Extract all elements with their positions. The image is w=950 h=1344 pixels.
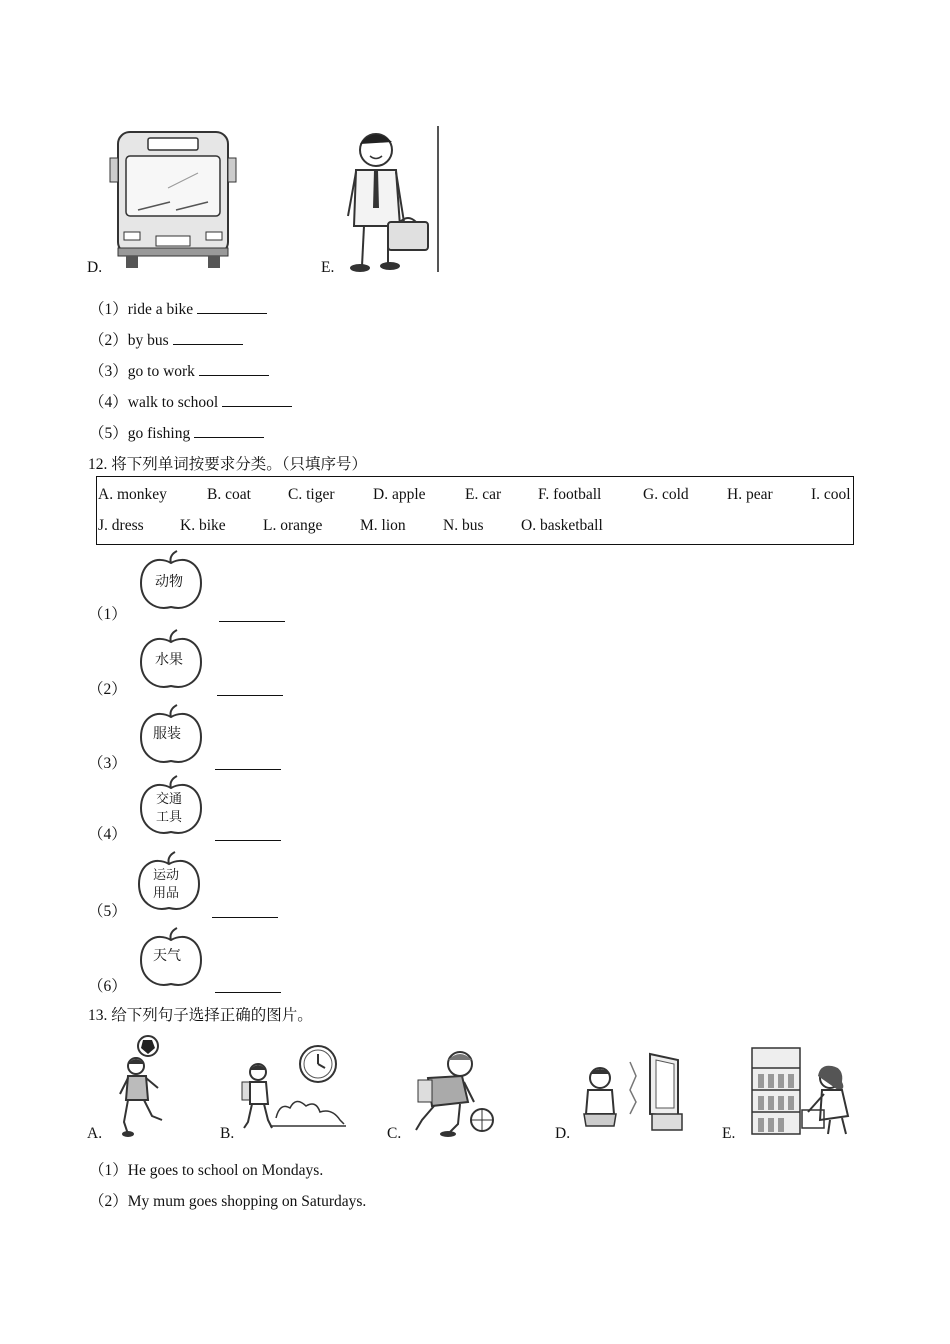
sentence-text: My mum goes shopping on Saturdays.: [127, 1193, 367, 1210]
word-option: F. football: [538, 486, 602, 503]
word-option: B. coat: [207, 486, 251, 503]
sentence-text: He goes to school on Mondays.: [127, 1162, 324, 1179]
picture-label-e: E.: [722, 1125, 736, 1142]
word-option: A. monkey: [98, 486, 167, 503]
category-number: （5）: [88, 903, 127, 920]
category-number: （4）: [88, 826, 127, 843]
item-text: go to work: [127, 363, 199, 380]
category-number: （3）: [88, 755, 127, 772]
word-option: G. cold: [643, 486, 689, 503]
category-label: 水果: [155, 652, 183, 668]
item-text: walk to school: [127, 394, 223, 411]
woman-shopping-icon: [750, 1046, 858, 1136]
match-item-3: [89, 359, 269, 381]
item-number: （5）: [89, 425, 128, 442]
boy-playing-basketball-icon: [410, 1050, 498, 1138]
word-option: C. tiger: [288, 486, 335, 503]
answer-blank[interactable]: [212, 903, 278, 918]
boy-walking-to-school-icon: [240, 1042, 348, 1134]
word-option: M. lion: [360, 517, 406, 534]
answer-blank[interactable]: [222, 392, 292, 407]
word-option: J. dress: [98, 517, 144, 534]
picture-label-d: D.: [87, 259, 103, 276]
word-option: L. orange: [263, 517, 323, 534]
answer-blank[interactable]: [199, 361, 269, 376]
category-label: 动物: [155, 574, 183, 590]
word-option: O. basketball: [521, 517, 603, 534]
category-label: 服装: [153, 726, 181, 742]
word-option: N. bus: [443, 517, 484, 534]
category-label: 天气: [153, 948, 181, 964]
child-watching-tv-icon: [580, 1052, 692, 1132]
word-option: K. bike: [180, 517, 226, 534]
boy-with-football-icon: [114, 1034, 166, 1140]
item-number: （1）: [89, 301, 128, 318]
word-bank-box: [96, 476, 854, 545]
question-13-title: 13. 给下列句子选择正确的图片。: [88, 1007, 313, 1024]
item-text: go fishing: [127, 425, 195, 442]
answer-blank[interactable]: [217, 681, 283, 696]
answer-blank[interactable]: [215, 826, 281, 841]
category-number: （2）: [88, 681, 127, 698]
picture-label-e: E.: [321, 259, 335, 276]
category-label: 工具: [156, 810, 183, 825]
match-item-4: [89, 390, 292, 412]
question-12-title: 12. 将下列单词按要求分类。（只填序号）: [88, 456, 368, 473]
item-number: （4）: [89, 394, 128, 411]
picture-label-b: B.: [220, 1125, 235, 1142]
sentence-item-1: [89, 1158, 323, 1180]
match-item-5: [89, 421, 264, 443]
category-number: （1）: [88, 606, 127, 623]
match-item-2: [89, 328, 243, 350]
item-text: ride a bike: [127, 301, 198, 318]
item-number: （2）: [89, 332, 128, 349]
answer-blank[interactable]: [219, 607, 285, 622]
businessman-icon: [344, 126, 440, 274]
item-text: by bus: [127, 332, 173, 349]
word-option: I. cool: [811, 486, 851, 503]
category-number: （6）: [88, 978, 127, 995]
word-option: E. car: [465, 486, 502, 503]
answer-blank[interactable]: [194, 423, 264, 438]
answer-blank[interactable]: [215, 978, 281, 993]
picture-label-c: C.: [387, 1125, 402, 1142]
category-label: 运动: [153, 868, 180, 883]
answer-blank[interactable]: [215, 755, 281, 770]
bus-icon: [108, 128, 238, 270]
picture-label-a: A.: [87, 1125, 103, 1142]
picture-label-d: D.: [555, 1125, 571, 1142]
category-label: 用品: [153, 886, 180, 901]
category-label: 交通: [156, 792, 183, 807]
sentence-item-2: [89, 1189, 366, 1211]
item-number: （2）: [89, 1193, 128, 1210]
match-item-1: [89, 297, 267, 319]
answer-blank[interactable]: [197, 299, 267, 314]
answer-blank[interactable]: [173, 330, 243, 345]
item-number: （1）: [89, 1162, 128, 1179]
item-number: （3）: [89, 363, 128, 380]
word-option: H. pear: [727, 486, 773, 503]
word-option: D. apple: [373, 486, 426, 503]
